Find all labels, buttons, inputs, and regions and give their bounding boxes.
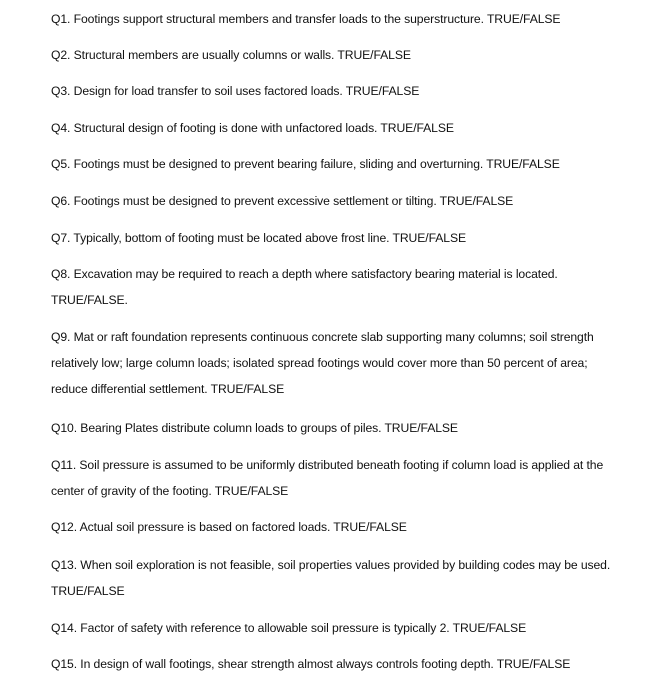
question-5: Q5. Footings must be designed to prevent bearing failure, sliding and overturning. TRUE/FALSE: [51, 157, 560, 171]
question-2: Q2. Structural members are usually columns or walls. TRUE/FALSE: [51, 48, 411, 62]
question-12: Q12. Actual soil pressure is based on factored loads. TRUE/FALSE: [51, 520, 407, 534]
question-4: Q4. Structural design of footing is done with unfactored loads. TRUE/FALSE: [51, 121, 454, 135]
question-15: Q15. In design of wall footings, shear strength almost always controls footing depth. TRUE/FALSE: [51, 657, 571, 671]
question-11: Q11. Soil pressure is assumed to be uniformly distributed beneath footing if column load is applied at the center of gravity of the footing. TRUE/FALSE: [51, 458, 604, 498]
question-6: Q6. Footings must be designed to prevent excessive settlement or tilting. TRUE/FALSE: [51, 194, 514, 208]
question-3: Q3. Design for load transfer to soil uses factored loads. TRUE/FALSE: [51, 84, 420, 98]
question-1: Q1. Footings support structural members and transfer loads to the superstructure. TRUE/FALSE: [51, 12, 561, 26]
question-13: Q13. When soil exploration is not feasible, soil properties values provided by building codes may be used. TRUE/FALSE: [51, 558, 611, 598]
question-8: Q8. Excavation may be required to reach a depth where satisfactory bearing material is located. TRUE/FALSE.: [51, 267, 558, 307]
question-14: Q14. Factor of safety with reference to allowable soil pressure is typically 2. TRUE/FALSE: [51, 621, 527, 635]
question-10: Q10. Bearing Plates distribute column loads to groups of piles. TRUE/FALSE: [51, 421, 458, 435]
question-7: Q7. Typically, bottom of footing must be located above frost line. TRUE/FALSE: [51, 231, 467, 245]
question-9: Q9. Mat or raft foundation represents continuous concrete slab supporting many columns; soil strength relatively low; large column loads; isolated spread footings would cover more than 50 percent of area; reduce differential settlement. TRUE/FALSE: [51, 330, 594, 396]
